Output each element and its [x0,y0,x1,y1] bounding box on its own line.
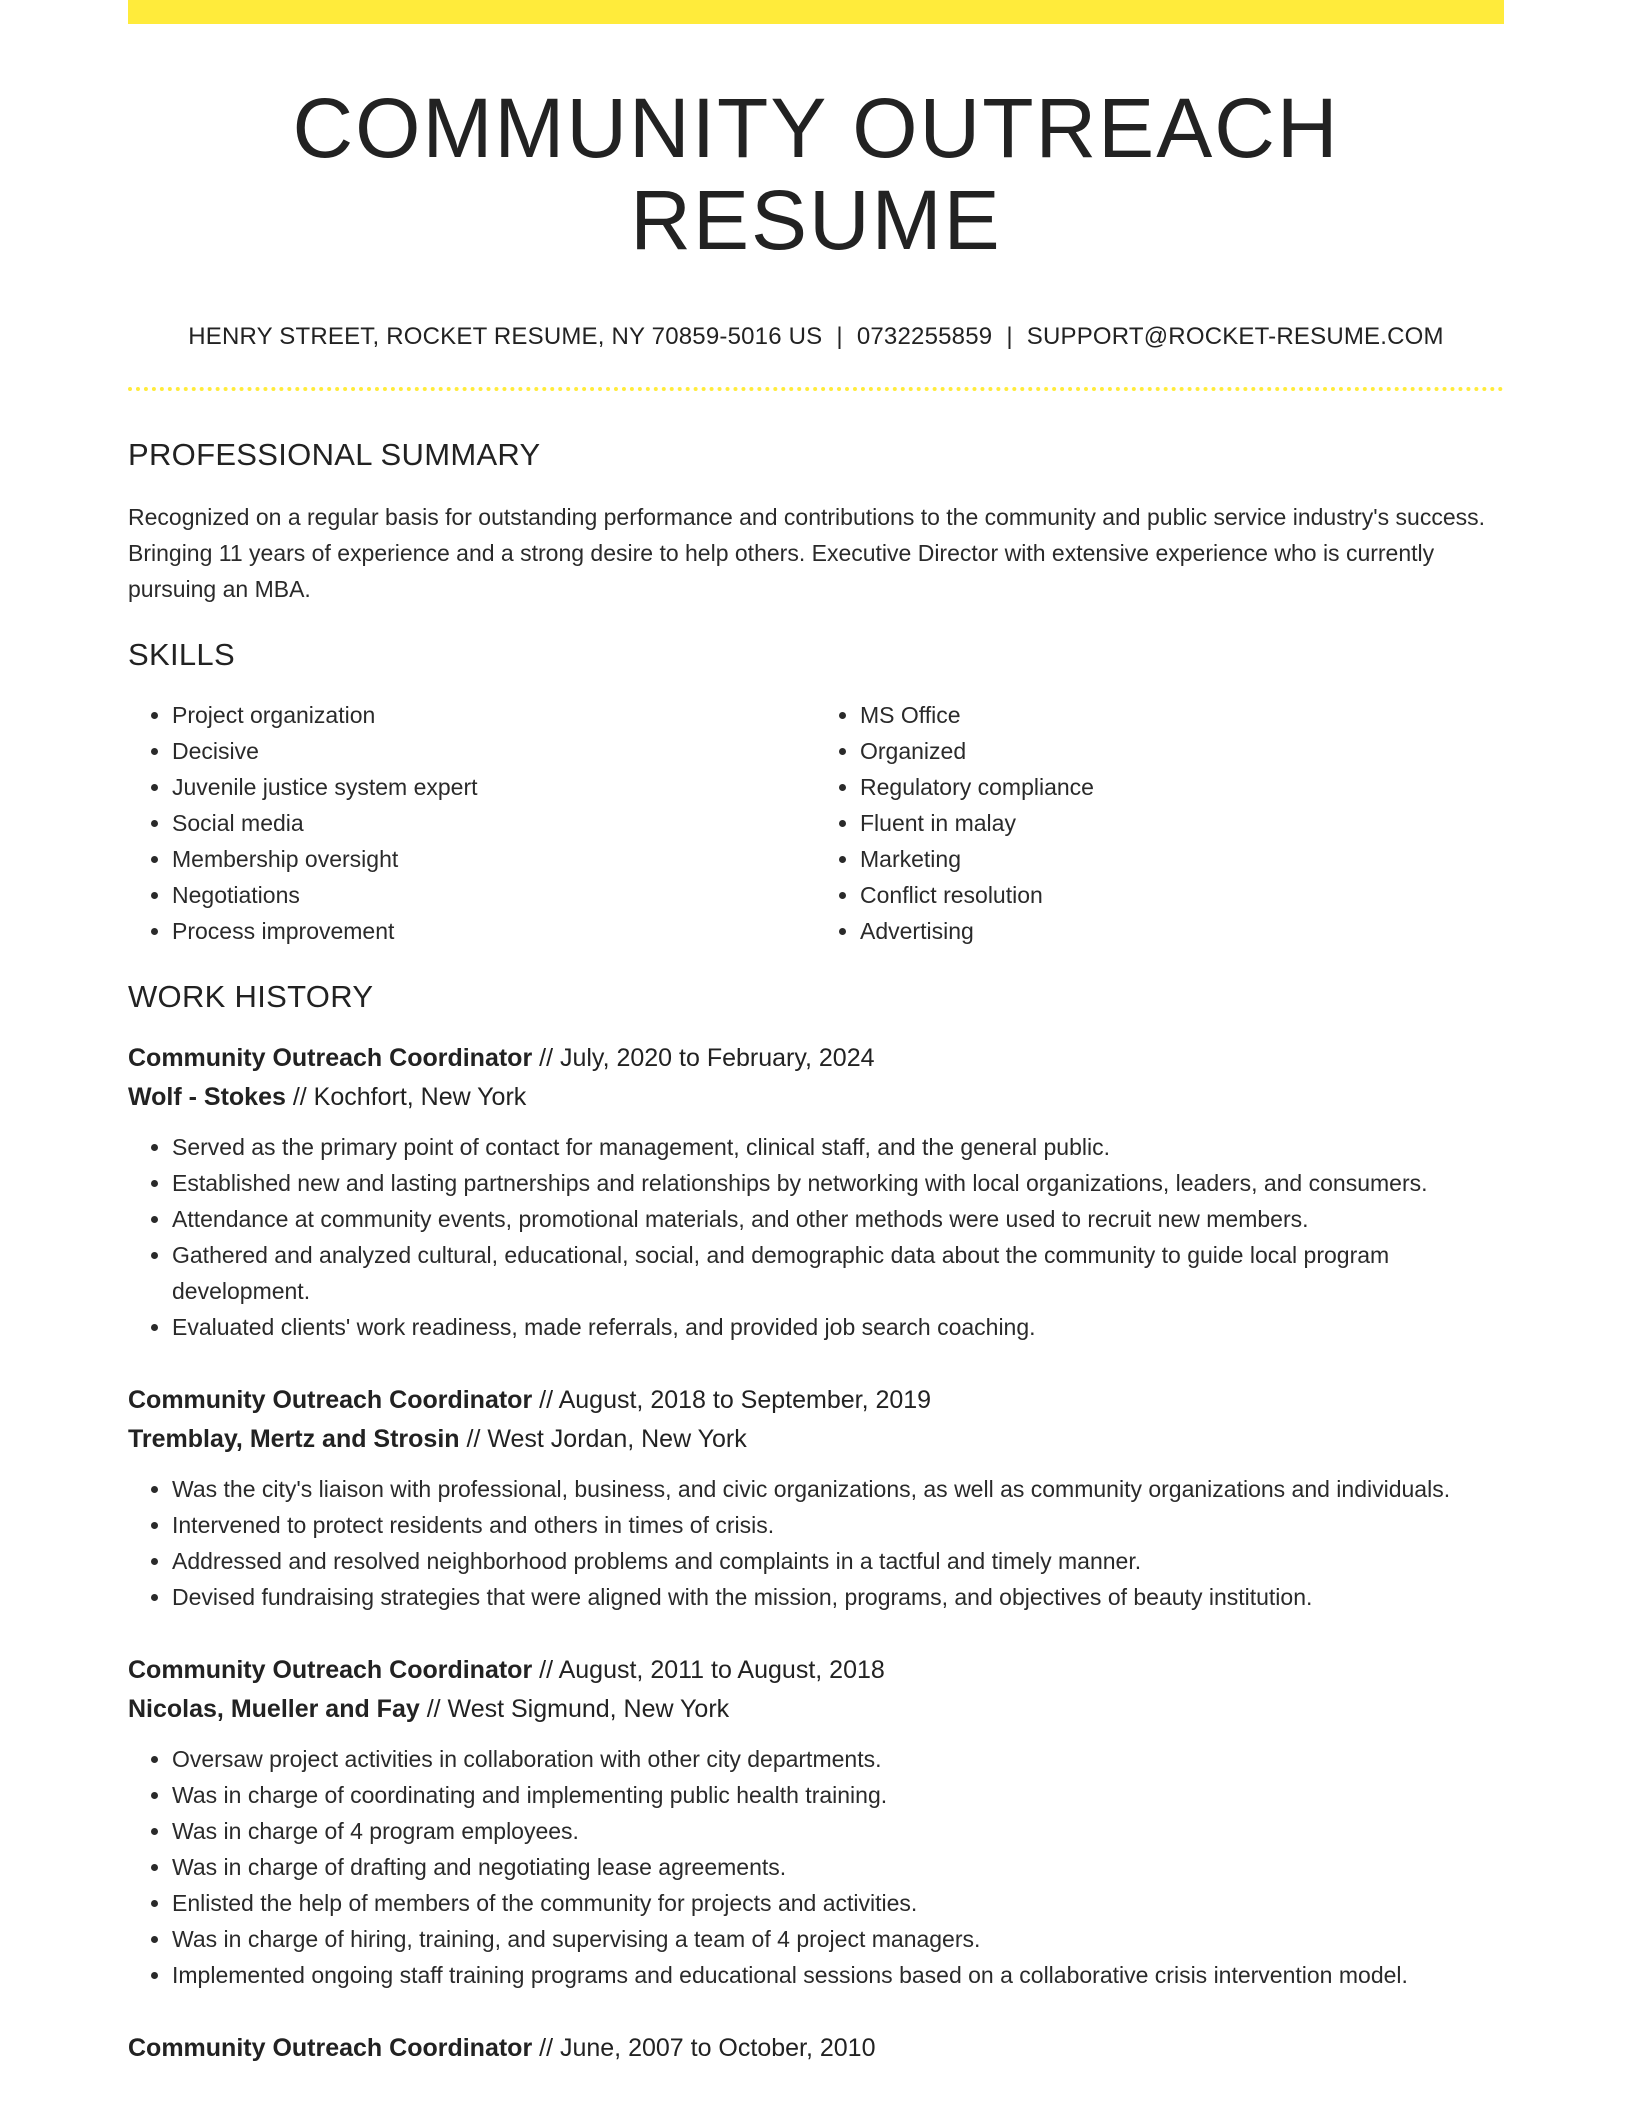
job-dates: // August, 2018 to September, 2019 [532,1385,932,1414]
skill-item: • Negotiations [172,877,816,913]
job-entry [128,1039,1504,1345]
job-dates: // June, 2007 to October, 2010 [532,2033,876,2062]
job-bullet: • Was in charge of 4 program employees. [172,1813,1504,1849]
skill-item: • Marketing [860,841,1504,877]
skills-list-left [128,697,816,949]
skill-item: • Project organization [172,697,816,733]
job-entry [128,2029,1504,2068]
dotted-divider [128,387,1504,391]
job-bullet: • Addressed and resolved neighborhood problems and complaints in a tactful and timely manner. [172,1543,1504,1579]
job-title: Community Outreach Coordinator [128,1655,533,1684]
job-company-line [128,1078,1504,1117]
skill-item: • Social media [172,805,816,841]
job-bullet: • Enlisted the help of members of the community for projects and activities. [172,1885,1504,1921]
job-company: Wolf - Stokes [128,1082,286,1111]
skill-item: • Organized [860,733,1504,769]
skill-item: • MS Office [860,697,1504,733]
contact-line [128,323,1504,351]
job-bullet: • Oversaw project activities in collaboration with other city departments. [172,1741,1504,1777]
job-bullet: • Was in charge of coordinating and implementing public health training. [172,1777,1504,1813]
section-heading-work-history: WORK HISTORY [128,978,374,1014]
job-title: Community Outreach Coordinator [128,1043,533,1072]
job-dates: // July, 2020 to February, 2024 [532,1043,875,1072]
contact-email[interactable]: SUPPORT@ROCKET-RESUME.COM [1026,322,1444,350]
job-bullet: • Was in charge of drafting and negotiating lease agreements. [172,1849,1504,1885]
skills-columns [128,697,1504,949]
job-bullet: • Implemented ongoing staff training programs and educational sessions based on a collaborative crisis intervention model. [172,1957,1504,1993]
skills-list-right [816,697,1504,949]
job-company: Tremblay, Mertz and Strosin [128,1424,460,1453]
skill-item: • Conflict resolution [860,877,1504,913]
job-company-line [128,1690,1504,1729]
skill-item: • Membership oversight [172,841,816,877]
job-bullets [128,1129,1504,1345]
job-bullets [128,1471,1504,1615]
job-bullets [128,1741,1504,1993]
job-bullet: • Evaluated clients' work readiness, made referrals, and provided job search coaching. [172,1309,1504,1345]
contact-phone[interactable]: 0732255859 [856,322,993,350]
job-bullet: • Intervened to protect residents and others in times of crisis. [172,1507,1504,1543]
job-bullet: • Served as the primary point of contact for management, clinical staff, and the general public. [172,1129,1504,1165]
job-bullet: • Was in charge of hiring, training, and supervising a team of 4 project managers. [172,1921,1504,1957]
job-location: // West Sigmund, New York [419,1694,730,1723]
summary-text: Recognized on a regular basis for outstanding performance and contributions to the community and public service industry's success. Bringing 11 years of experience and a strong desire to help others. Executive Director with extensive experience who is currently pursuing an MBA. [128,503,1485,602]
job-title: Community Outreach Coordinator [128,2033,533,2062]
job-location: // West Jordan, New York [459,1424,747,1453]
job-location: // Kochfort, New York [285,1082,527,1111]
job-company: Nicolas, Mueller and Fay [128,1694,420,1723]
job-entry [128,1651,1504,1993]
section-heading-skills: SKILLS [128,636,235,672]
section-heading-summary: PROFESSIONAL SUMMARY [128,436,541,472]
skills-section [128,637,1504,949]
job-title: Community Outreach Coordinator [128,1385,533,1414]
job-bullet: • Was the city's liaison with professional, business, and civic organizations, as well as community organizations and individuals. [172,1471,1504,1507]
job-bullet: • Established new and lasting partnerships and relationships by networking with local organizations, leaders, and consumers. [172,1165,1504,1201]
skill-item: • Process improvement [172,913,816,949]
skill-item: • Juvenile justice system expert [172,769,816,805]
job-company-line [128,1420,1504,1459]
professional-summary-section [128,437,1504,607]
skill-item: • Regulatory compliance [860,769,1504,805]
skill-item: • Decisive [172,733,816,769]
contact-separator: | [836,322,843,350]
job-title-line [128,1651,1504,1690]
work-history-section [128,979,1504,2068]
job-dates: // August, 2011 to August, 2018 [532,1655,885,1684]
accent-top-bar [128,0,1504,24]
contact-address: HENRY STREET, ROCKET RESUME, NY 70859-5016 US [188,322,823,350]
job-bullet: • Devised fundraising strategies that were aligned with the mission, programs, and objectives of beauty institution. [172,1579,1504,1615]
contact-separator: | [1006,322,1013,350]
resume-title: COMMUNITY OUTREACH RESUME [292,81,1340,268]
job-bullet: • Attendance at community events, promotional materials, and other methods were used to recruit new members. [172,1201,1504,1237]
skill-item: • Fluent in malay [860,805,1504,841]
job-title-line [128,1039,1504,1078]
skill-item: • Advertising [860,913,1504,949]
resume-page [128,0,1504,2068]
job-title-line [128,2029,1504,2068]
job-bullet: • Gathered and analyzed cultural, educational, social, and demographic data about the community to guide local program development. [172,1237,1504,1309]
job-entry [128,1381,1504,1615]
job-title-line [128,1381,1504,1420]
